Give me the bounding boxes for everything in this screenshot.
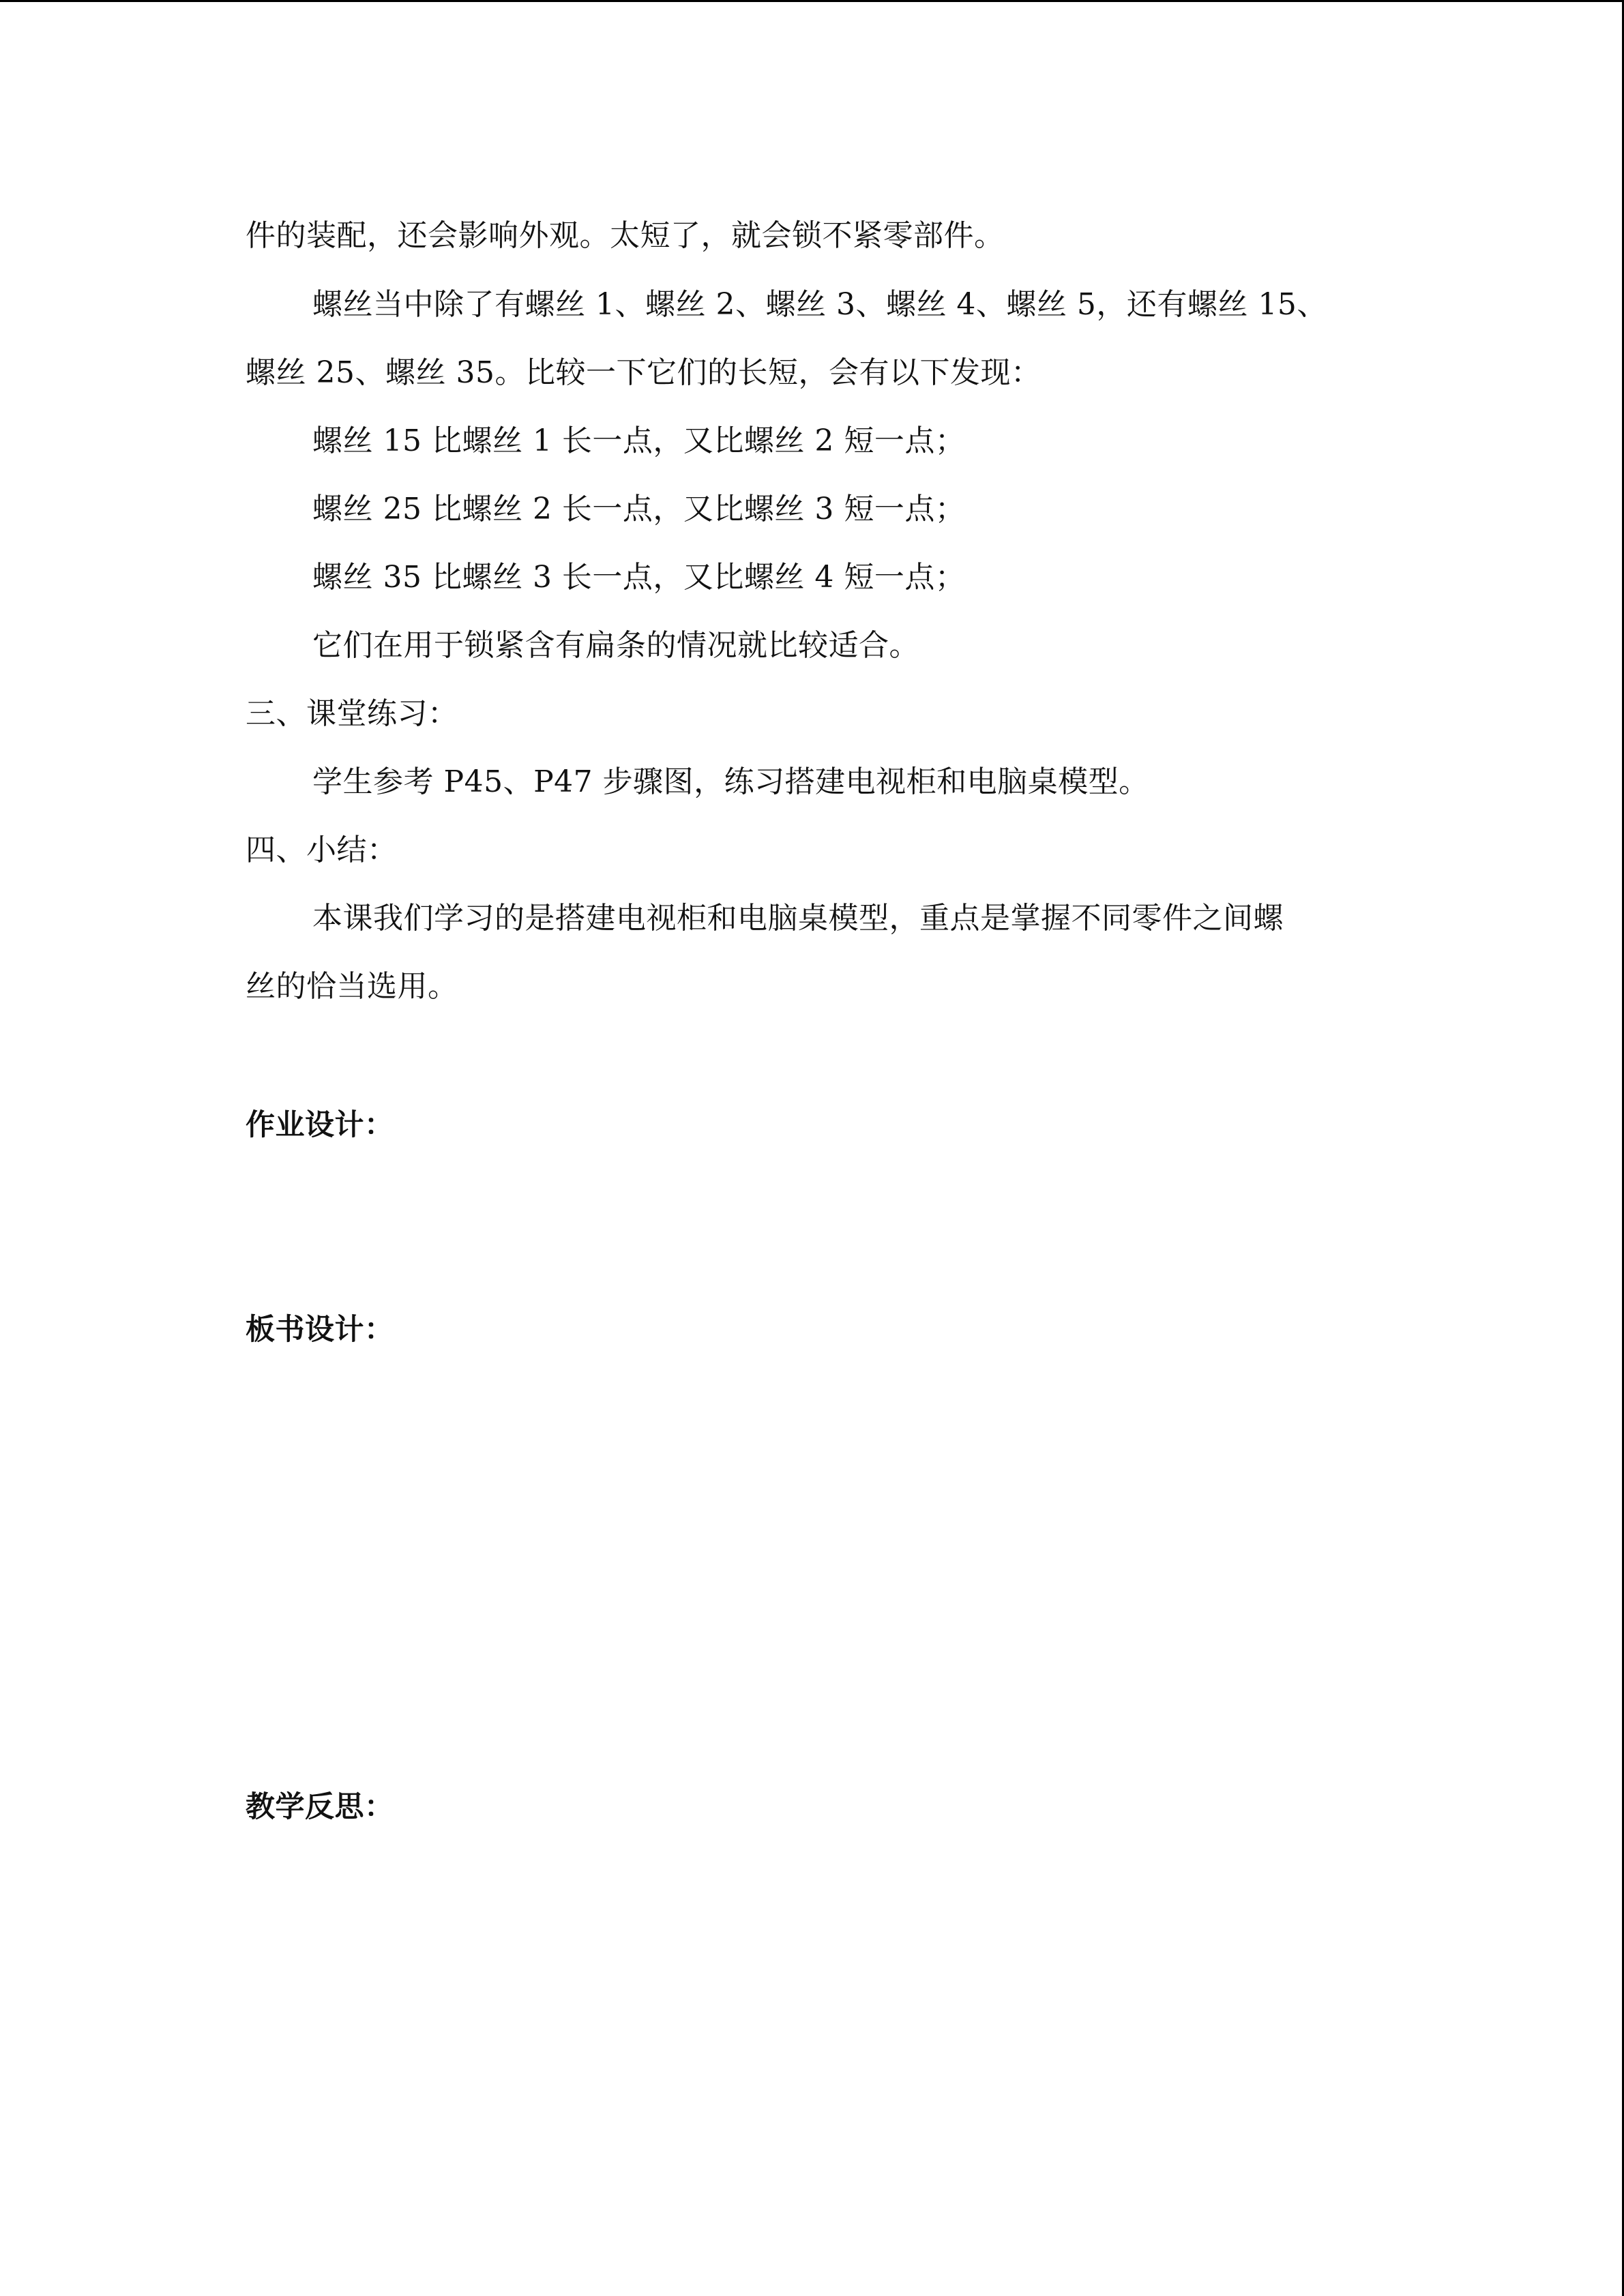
- section-heading-summary: 四、小结：: [246, 833, 398, 867]
- section-heading-practice: 三、课堂练习：: [246, 696, 458, 731]
- paragraph-line: 丝的恰当选用。: [246, 969, 458, 1004]
- paragraph-line: 螺丝 35 比螺丝 3 长一点，又比螺丝 4 短一点；: [312, 560, 966, 595]
- heading-homework-design: 作业设计：: [246, 1108, 394, 1142]
- heading-teaching-reflection: 教学反思：: [246, 1790, 394, 1824]
- paragraph-line: 螺丝 25、螺丝 35。比较一下它们的长短，会有以下发现：: [246, 355, 1042, 390]
- page-top-border: [0, 0, 1624, 2]
- paragraph-line: 螺丝 15 比螺丝 1 长一点，又比螺丝 2 短一点；: [312, 423, 966, 458]
- paragraph-line: 螺丝当中除了有螺丝 1、螺丝 2、螺丝 3、螺丝 4、螺丝 5，还有螺丝 15、: [312, 287, 1327, 322]
- paragraph-line: 螺丝 25 比螺丝 2 长一点，又比螺丝 3 短一点；: [312, 492, 966, 526]
- paragraph-line: 它们在用于锁紧含有扁条的情况就比较适合。: [312, 628, 919, 663]
- paragraph-line: 学生参考 P45、P47 步骤图，练习搭建电视柜和电脑桌模型。: [312, 764, 1149, 799]
- heading-blackboard-design: 板书设计：: [246, 1313, 394, 1347]
- paragraph-line: 件的装配，还会影响外观。太短了，就会锁不紧零部件。: [246, 218, 1005, 253]
- paragraph-line: 本课我们学习的是搭建电视柜和电脑桌模型，重点是掌握不同零件之间螺: [312, 901, 1284, 936]
